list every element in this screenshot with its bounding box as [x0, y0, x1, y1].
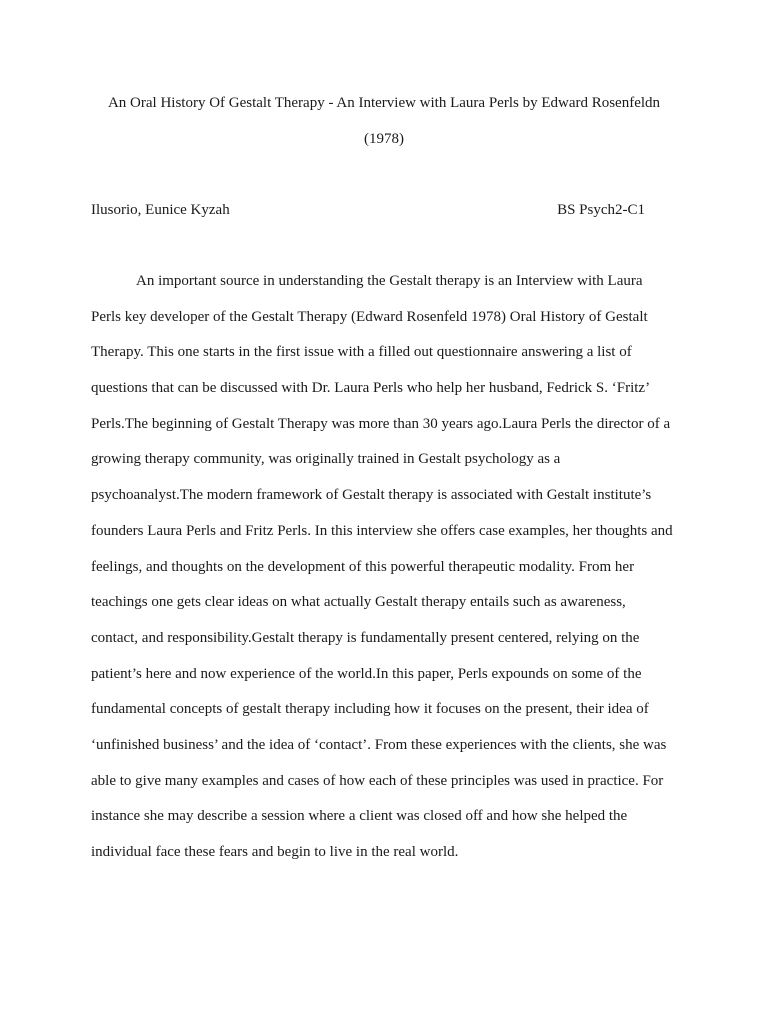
paragraph-line: growing therapy community, was originally trained in Gestalt psychology as a [91, 451, 561, 468]
paragraph-line: Perls key developer of the Gestalt Therapy (Edward Rosenfeld 1978) Oral History of Gestalt [91, 308, 648, 325]
paragraph-line: ‘unfinished business’ and the idea of ‘contact’. From these experiences with the clients, she was [91, 736, 667, 753]
paragraph-line: An important source in understanding the Gestalt therapy is an Interview with Laura [136, 273, 643, 289]
paragraph-line: feelings, and thoughts on the development of this powerful therapeutic modality. From her [91, 558, 635, 575]
paragraph-line: teachings one gets clear ideas on what actually Gestalt therapy entails such as awareness, [91, 594, 626, 611]
author-section: BS Psych2-C1 [557, 202, 645, 218]
paragraph-line: psychoanalyst.The modern framework of Gestalt therapy is associated with Gestalt institute’s [91, 487, 652, 504]
paragraph-line: Perls.The beginning of Gestalt Therapy was more than 30 years ago.Laura Perls the director of a [91, 415, 671, 432]
document-title-line-1: An Oral History Of Gestalt Therapy - An Interview with Laura Perls by Edward Rosenfeldn [107, 95, 661, 111]
document-title-line-2: (1978) [364, 131, 404, 147]
paragraph-line: fundamental concepts of gestalt therapy including how it focuses on the present, their idea of [91, 701, 649, 718]
paragraph-line: instance she may describe a session where a client was closed off and how she helped the [91, 808, 628, 825]
paragraph-line: able to give many examples and cases of how each of these principles was used in practice. For [91, 772, 664, 789]
author-name: Ilusorio, Eunice Kyzah [91, 202, 230, 218]
paragraph-line: individual face these fears and begin to live in the real world. [91, 844, 459, 860]
paragraph-line: patient’s here and now experience of the world.In this paper, Perls expounds on some of the [91, 665, 642, 682]
paragraph-line: Therapy. This one starts in the first issue with a filled out questionnaire answering a list of [91, 344, 632, 361]
paragraph-line: questions that can be discussed with Dr. Laura Perls who help her husband, Fedrick S. ‘Fritz’ [91, 380, 651, 397]
paragraph-line: contact, and responsibility.Gestalt therapy is fundamentally present centered, relying on the [91, 629, 640, 646]
paragraph-line: founders Laura Perls and Fritz Perls. In this interview she offers case examples, her thoughts and [91, 522, 673, 539]
body-paragraph [91, 271, 691, 878]
